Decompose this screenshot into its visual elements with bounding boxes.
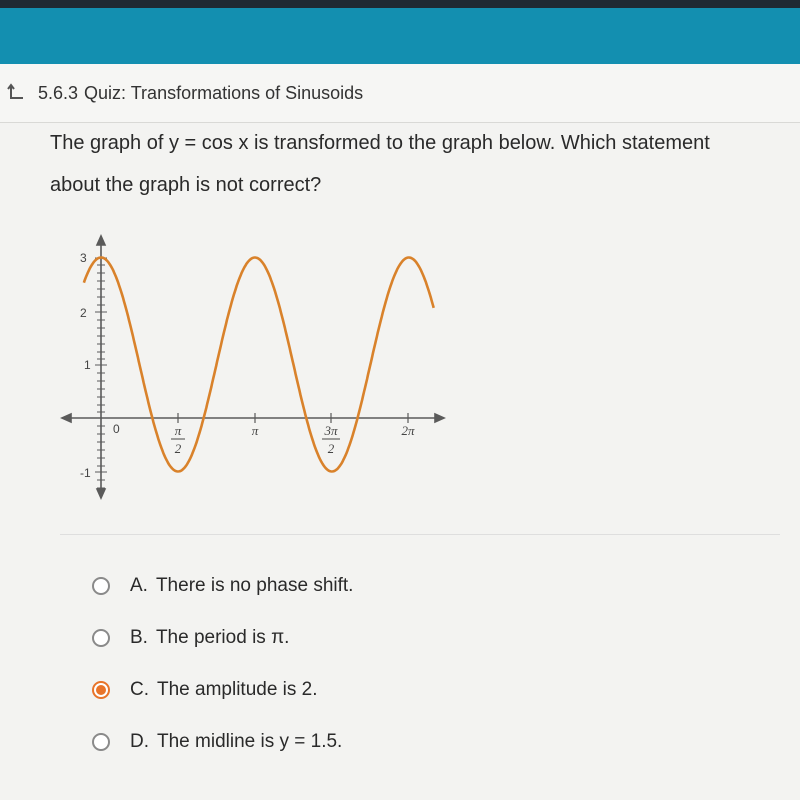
- radio-d[interactable]: [92, 733, 110, 751]
- answer-choices: [92, 560, 692, 768]
- choice-c-text: The amplitude is 2.: [157, 679, 318, 700]
- radio-b[interactable]: [92, 629, 110, 647]
- graph-figure: [58, 232, 458, 507]
- x-axis-left-arrow: [62, 414, 71, 422]
- quiz-title: [38, 83, 363, 104]
- choice-c[interactable]: [92, 664, 692, 716]
- choice-b-letter: B.: [130, 627, 148, 648]
- y-tick-label-1: 1: [84, 358, 91, 372]
- question-line-1: The graph of y = cos x is transformed to the graph below. Which statement: [50, 132, 710, 154]
- y-tick-label-2: 2: [80, 306, 87, 320]
- back-arrow-icon[interactable]: [4, 80, 30, 106]
- sinusoid-curve: [84, 258, 434, 472]
- quiz-header: [0, 64, 800, 123]
- choice-d-letter: D.: [130, 731, 149, 752]
- origin-label: 0: [113, 422, 120, 436]
- x-tick-label-two-pi: 2π: [401, 423, 415, 438]
- y-axis-down-arrow: [97, 489, 105, 498]
- choice-b[interactable]: [92, 612, 692, 664]
- radio-a[interactable]: [92, 577, 110, 595]
- choice-a[interactable]: [92, 560, 692, 612]
- section-number: 5.6.3: [38, 82, 79, 103]
- x-tick-label-three-half-pi-den: 2: [327, 441, 335, 456]
- choice-c-letter: C.: [130, 679, 149, 700]
- y-tick-label-neg1: -1: [80, 466, 91, 480]
- app-top-bar: [0, 8, 800, 64]
- radio-c[interactable]: [92, 681, 110, 699]
- y-tick-label-3: 3: [80, 251, 87, 265]
- y-axis-up-arrow: [97, 236, 105, 245]
- choice-d[interactable]: [92, 716, 692, 768]
- x-tick-label-half-pi-den: 2: [174, 441, 182, 456]
- question-line-2: about the graph is not correct?: [50, 174, 322, 196]
- x-tick-label-three-half-pi-num: 3π: [324, 423, 338, 438]
- x-tick-label-half-pi-num: π: [174, 423, 182, 438]
- choice-b-text: The period is π.: [155, 627, 290, 648]
- question-text: [50, 122, 790, 206]
- choice-a-letter: A.: [130, 575, 148, 596]
- choice-d-text: The midline is y = 1.5.: [157, 731, 343, 752]
- x-tick-label-pi: π: [251, 423, 259, 438]
- divider: [60, 534, 780, 535]
- choice-a-text: There is no phase shift.: [155, 575, 354, 596]
- x-axis-right-arrow: [435, 414, 444, 422]
- browser-top-strip: [0, 0, 800, 8]
- graph-svg: [58, 232, 458, 502]
- quiz-name: Quiz: Transformations of Sinusoids: [84, 82, 364, 103]
